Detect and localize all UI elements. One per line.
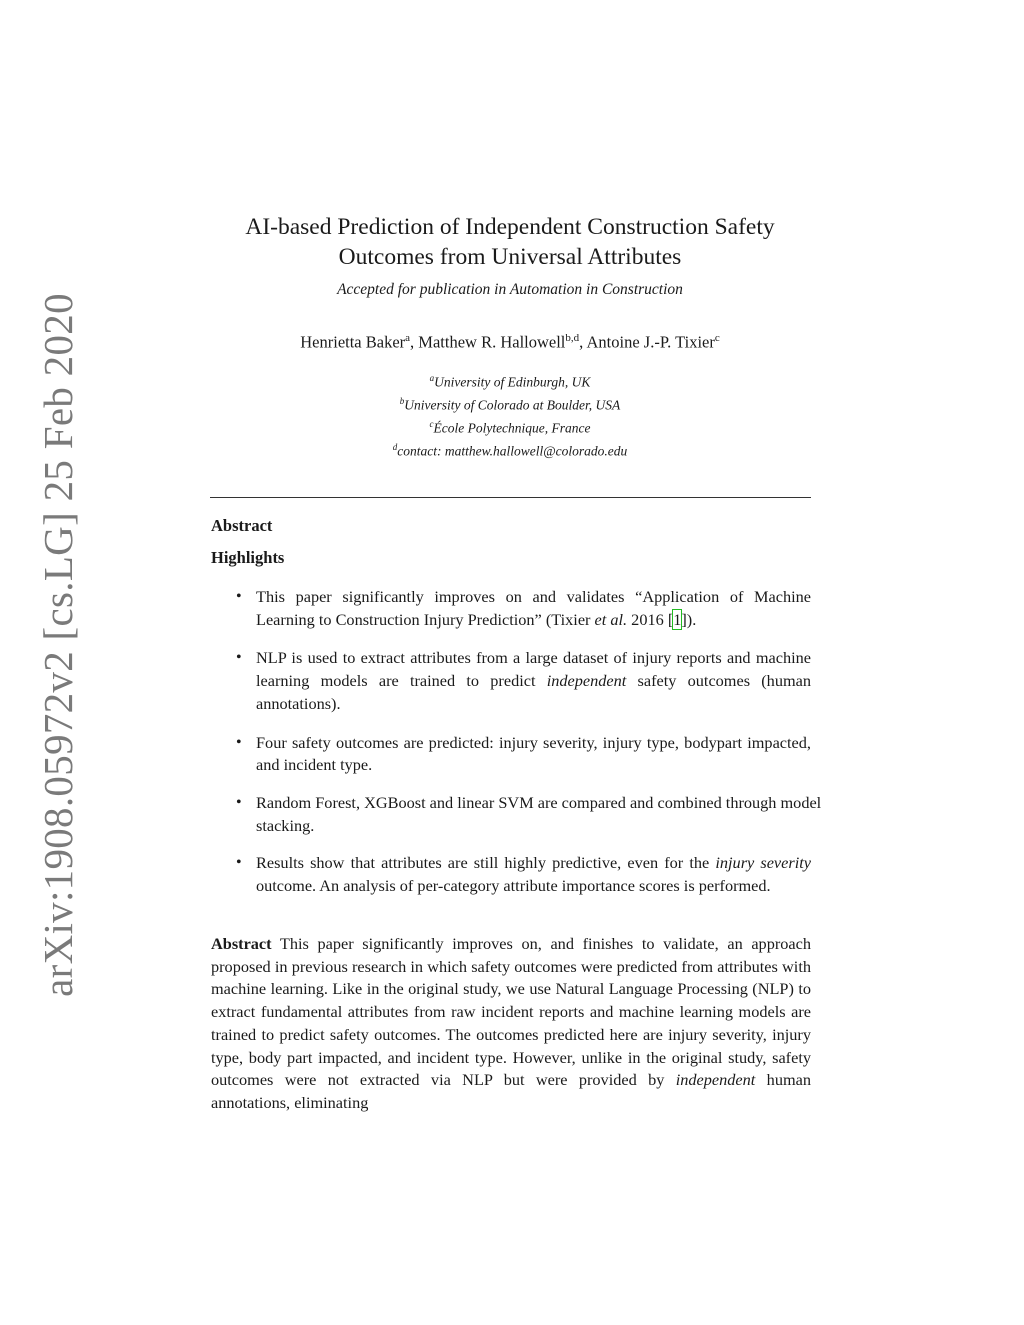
abstract-heading: Abstract	[211, 516, 273, 535]
arxiv-identifier-stamp: arXiv:1908.05972v2 [cs.LG] 25 Feb 2020	[35, 293, 81, 997]
highlights-heading: Highlights	[211, 548, 285, 567]
highlight-item: • Four safety outcomes are predicted: injury severity, injury type, bodypart impacted, and incident type.	[236, 732, 811, 777]
author-name: Matthew R. Hallowell	[418, 332, 566, 352]
title-line-2: Outcomes from Universal Attributes	[338, 244, 682, 270]
abstract-lead: Abstract	[211, 934, 272, 953]
affiliation-list	[205, 369, 815, 461]
author-affiliation-mark: a	[405, 332, 411, 344]
author-affiliation-mark: c	[714, 332, 720, 344]
title-line-1: AI-based Prediction of Independent Construction Safety	[245, 214, 775, 240]
section-divider	[210, 497, 811, 498]
citation-link[interactable]: 1	[673, 609, 682, 629]
affiliation: $^c$École Polytechnique, France	[429, 419, 591, 436]
affiliation: $^b$University of Colorado at Boulder, USA	[399, 396, 621, 413]
author-affiliation-mark: b,d	[565, 332, 580, 344]
author-name: Antoine J.-P. Tixier	[586, 332, 715, 352]
publication-note: Accepted for publication in Automation in Construction	[337, 281, 683, 298]
highlight-item: • NLP is used to extract attributes from a large dataset of injury reports and machine learning models are trained to predict independent safety outcomes (human annotations).	[236, 647, 811, 715]
paper-title	[205, 212, 815, 272]
abstract-body: Abstract This paper significantly improves on, and finishes to validate, an approach proposed in previous research in which safety outcomes were predicted from attributes with machine learning. Like in the original study, we use Natural Language Processing (NLP) to extract fundamental attributes from raw incident reports and machine learning models are trained to predict safety outcomes. The outcomes predicted here are injury severity, injury type, body part impacted, and incident type. However, unlike in the original study, safety outcomes were not extracted via NLP but were provided by independent human annotations, eliminating	[211, 934, 811, 1112]
affiliation-contact: $^d$contact: matthew.hallowell@colorado.edu	[392, 442, 628, 459]
affiliation: $^a$University of Edinburgh, UK	[429, 373, 591, 390]
highlight-item: • This paper significantly improves on and validates “Application of Machine Learning to Construction Injury Prediction” (Tixier et al. 2016 [1]).	[236, 586, 811, 631]
highlights-list	[236, 586, 822, 898]
highlight-item: • Random Forest, XGBoost and linear SVM are compared and combined through model stacking.	[236, 792, 829, 837]
author-name: Henrietta Baker	[300, 332, 406, 352]
highlight-item: • Results show that attributes are still highly predictive, even for the injury severity outcome. An analysis of per-category attribute importance scores is performed.	[236, 852, 811, 897]
author-list: Henrietta Baker$^a$, Matthew R. Hallowell$^{b,d}$, Antoine J.-P. Tixier$^c$	[300, 332, 720, 352]
